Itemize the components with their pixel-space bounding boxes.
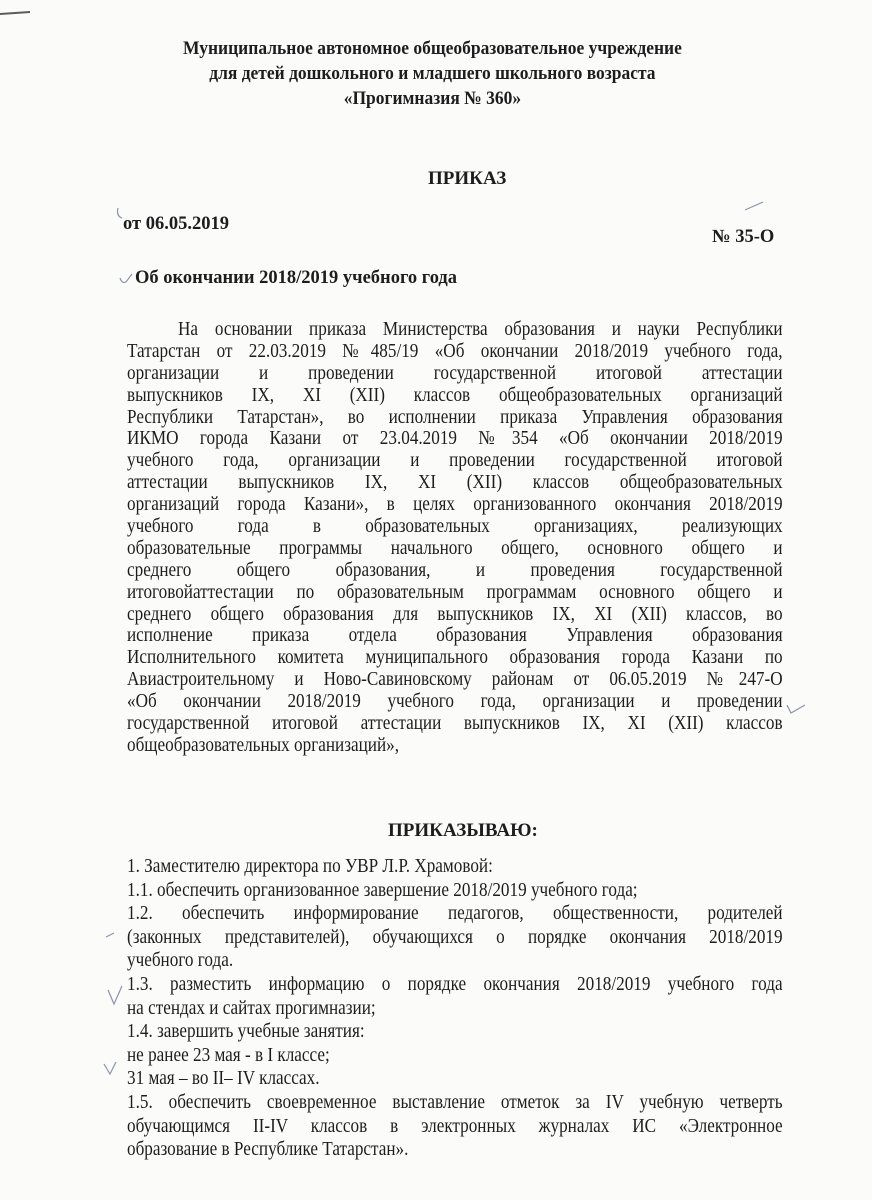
text-line: 31 мая – во II– IV классах.	[127, 1068, 320, 1090]
text-line: среднего общего образования для выпускников IX, XI (XII) классов, во	[127, 603, 783, 625]
text-line: выпускников IX, XI (XII) классов общеобразовательных организаций	[127, 384, 783, 406]
text-line: учебного года.	[127, 950, 234, 972]
text-line: образовательные программы начального общего, основного общего и	[127, 537, 783, 559]
text-line: (законных представителей), обучающихся о порядке окончания 2018/2019	[127, 926, 783, 948]
order-number: № 35-О	[712, 227, 775, 247]
text-line: Исполнительного комитета муниципального образования города Казани по	[127, 647, 783, 669]
decree-list	[127, 855, 783, 1162]
text-line: обучающимся II-IV классов в электронных журналах ИС «Электронное	[127, 1115, 783, 1137]
text-line: учебного года, организации и проведении государственной итоговой	[127, 450, 783, 472]
text-line: организаций города Казани», в целях организованного окончания 2018/2019	[127, 494, 783, 516]
organization-name-line-1: Муниципальное автономное общеобразовательное учреждение	[182, 38, 682, 59]
text-line: «Об окончании 2018/2019 учебного года, организации и проведении	[127, 691, 783, 713]
text-line: учебного года в образовательных организациях, реализующих	[127, 516, 783, 538]
text-line: Татарстан от 22.03.2019 №485/19 «Об окончании 2018/2019 учебного года,	[127, 340, 783, 362]
text-line: 1. Заместителю директора по УВР Л.Р. Храмовой:	[127, 856, 493, 877]
text-line: общеобразовательных организаций»,	[127, 734, 400, 756]
text-line: Авиастроительному и Ново-Савиновскому районам от 06.05.2019 №247-О	[127, 669, 783, 691]
organization-name-line-3: «Прогимназия № 360»	[343, 88, 522, 109]
text-line: итоговойаттестации по образовательным программам основного общего и	[127, 581, 783, 603]
text-line: исполнение приказа отдела образования Управления образования	[127, 625, 783, 647]
text-line: На основании приказа Министерства образования и науки Республики	[178, 319, 783, 340]
text-line: образование в Республике Татарстан».	[127, 1139, 409, 1161]
text-line: 1.4. завершить учебные занятия:	[127, 1021, 365, 1043]
text-line: государственной итоговой аттестации выпускников IX, XI (XII) классов	[127, 713, 783, 735]
text-line: не ранее 23 мая - в I классе;	[127, 1044, 330, 1066]
text-line: на стендах и сайтах прогимназии;	[127, 997, 376, 1019]
preamble-paragraph	[127, 319, 783, 757]
text-line: аттестации выпускников IX, XI (XII) классов общеобразовательных	[127, 472, 783, 494]
decree-heading: ПРИКАЗЫВАЮ:	[388, 820, 538, 841]
document-type-title: ПРИКАЗ	[428, 168, 507, 189]
text-line: среднего общего образования, и проведения государственной	[127, 559, 783, 581]
text-line: ИКМО города Казани от 23.04.2019 №354 «Об окончании 2018/2019	[127, 428, 783, 450]
text-line: 1.1. обеспечить организованное завершение 2018/2019 учебного года;	[127, 879, 638, 901]
text-line: 1.2. обеспечить информирование педагогов, общественности, родителей	[127, 903, 783, 925]
order-date: от 06.05.2019	[123, 214, 229, 234]
text-line: 1.5. обеспечить своевременное выставление отметок за IV учебную четверть	[127, 1091, 783, 1113]
order-subject: Об окончании 2018/2019 учебного года	[135, 268, 458, 288]
organization-name-line-2: для детей дошкольного и младшего школьного возраста	[209, 63, 656, 84]
text-line: 1.3. разместить информацию о порядке окончания 2018/2019 учебного года	[127, 973, 783, 995]
text-line: Республики Татарстан», во исполнении приказа Управления образования	[127, 406, 783, 428]
text-line: организации и проведении государственной итоговой аттестации	[127, 362, 783, 384]
